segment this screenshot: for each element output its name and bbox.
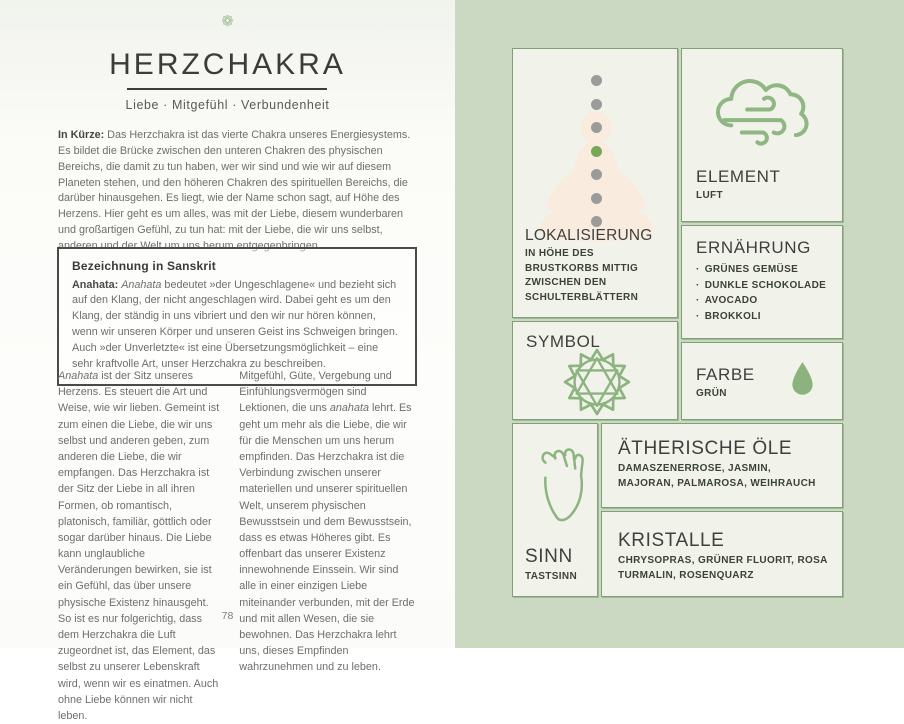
anahata-symbol-icon — [563, 348, 631, 416]
farbe-text — [696, 365, 755, 402]
page-number: 78 — [221, 610, 234, 622]
color-droplet-icon — [789, 361, 816, 397]
ernaehrung-item: · GRÜNES GEMÜSE — [696, 262, 836, 278]
lokalisierung-text — [525, 227, 670, 305]
symbol-box — [512, 321, 678, 420]
ernaehrung-list — [696, 262, 836, 324]
intro-paragraph — [58, 128, 416, 255]
kristalle-value: CHRYSOPRAS, GRÜNER FLUORIT, ROSA TURMALIN, ROSENQUARZ — [618, 555, 828, 581]
aetherische-oele-text — [618, 438, 828, 491]
farbe-box — [681, 342, 843, 420]
ernaehrung-item: · BROKKOLI — [696, 309, 836, 325]
chakra-dots — [513, 75, 679, 227]
sinn-value: TASTSINN — [525, 570, 578, 582]
aetherische-oele-value: DAMASZENERROSE, JASMIN, MAJORAN, PALMAROSA, WEIHRAUCH — [618, 463, 816, 489]
right-page — [455, 0, 904, 648]
ernaehrung-item: · AVOCADO — [696, 293, 836, 309]
intro-label: In Kürze: — [58, 129, 105, 141]
sanskrit-box-heading: Bezeichnung in Sanskrit — [72, 259, 216, 273]
element-title: ELEMENT — [696, 166, 781, 186]
ernaehrung-item: · DUNKLE SCHOKOLADE — [696, 278, 836, 294]
third-eye-chakra-dot — [591, 99, 602, 110]
body-column-left — [58, 368, 221, 724]
element-box — [681, 48, 843, 222]
sinn-text — [525, 546, 577, 585]
element-text — [696, 167, 781, 204]
aetherische-oele-box — [601, 423, 843, 508]
throat-chakra-dot — [591, 122, 602, 133]
lokalisierung-box — [512, 48, 678, 318]
kristalle-box — [601, 511, 843, 597]
kristalle-title: KRISTALLE — [618, 530, 725, 551]
symbol-title: SYMBOL — [526, 332, 601, 351]
crown-chakra-dot — [591, 75, 602, 86]
lokalisierung-title: LOKALISIERUNG — [525, 227, 653, 244]
body-columns — [58, 368, 416, 724]
intro-text: Das Herzchakra ist das vierte Chakra unseres Energiesystems. Es bildet die Brücke zwischen den unteren Chakren des physischen Bereichs, die damit zu tun haben, wer wir sind und wie wir auf diesem Planeten stehen, und den höheren Chakren des spirituellen Bereichs, die darüber hinausgehen. Es liegt, wie der Name schon sagt, auf Höhe des Herzens. Hier geht es um alles, was mit der Liebe, diesem wunderbaren und großartigen Gefühl, zu tun hat: mit der Liebe, die wir uns selbst, anderen und der Welt um uns herum entgegenbringen. — [58, 129, 411, 253]
title-underline — [127, 88, 327, 90]
ernaehrung-box — [681, 225, 843, 339]
farbe-value: GRÜN — [696, 388, 727, 399]
wind-cloud-icon — [706, 67, 822, 159]
sanskrit-text: bedeutet »der Ungeschlagene« und bezieht sich auf den Klang, der nicht angeschlagen wird. Dabei geht es um den Klang, der ständig in uns vibriert und den wir nur hören können, wenn wir unseren Körper und unseren Geist ins Schweigen bringen. Auch »der Unverletzte« ist eine Übersetzungsmöglichkeit – eine sehr kraftvolle Art, unser Herzchakra zu beschreiben. — [72, 278, 398, 370]
sanskrit-label: Anahata: — [72, 278, 119, 291]
sanskrit-box — [57, 247, 417, 386]
sinn-box — [512, 423, 598, 597]
page-title: HERZCHAKRA — [109, 48, 346, 81]
lokalisierung-detail: IN HÖHE DES BRUSTKORBS MITTIG ZWISCHEN DEN SCHULTERBLÄTTERN — [525, 248, 639, 303]
column-left-lead: Anahata — [58, 370, 99, 382]
mandala-icon: ❁ — [221, 13, 234, 30]
farbe-title: FARBE — [696, 365, 755, 384]
sacral-chakra-dot — [591, 193, 602, 204]
ernaehrung-title: ERNÄHRUNG — [696, 238, 811, 257]
column-right-after: lehrt. Es geht um mehr als die Liebe, die wir für die Menschen um uns herum empfinden. Das Herzchakra ist die Verbindung zwischen unserer materiellen und unserer spirituellen Welt, unserem physischen Bewusstsein und dem Bewusstsein, dass es etwas Höheres gibt. Es offenbart das unserer Existenz innewohnende Einssein. Wir sind alle in einer einzigen Liebe miteinander verbunden, mit der Erde und mit allen Wesen, die sie bewohnen. Das Herzchakra lehrt uns, dieses Empfinden wahrzunehmen und zu leben. — [239, 402, 415, 674]
heart-chakra-dot — [591, 146, 602, 157]
solar-plexus-chakra-dot — [591, 169, 602, 180]
ernaehrung-text — [696, 238, 836, 324]
sinn-title: SINN — [525, 545, 573, 567]
page-subtitle: Liebe · Mitgefühl · Verbundenheit — [125, 98, 330, 112]
element-value: LUFT — [696, 189, 723, 201]
column-right-before: Mitgefühl, Güte, Vergebung und Einfühlungsvermögen sind Lektionen, die uns — [239, 370, 392, 415]
body-column-right — [239, 368, 416, 724]
sanskrit-term: Anahata — [121, 278, 162, 291]
hand-touch-icon — [528, 440, 586, 540]
root-chakra-dot — [591, 216, 602, 227]
kristalle-text — [618, 530, 828, 583]
column-left-text: ist der Sitz unseres Herzens. Es steuert die Art und Weise, wie wir lieben. Gemeint ist zum einen die Liebe, die wir uns selbst und anderen geben, zum anderen die Liebe, die wir empfangen. Das Herzchakra ist der Sitz der Liebe in all ihren Formen, ob romantisch, platonisch, familiär, göttlich oder sogar darüber hinaus. Die Liebe kann unglaubliche Veränderungen bewirken, sie ist ein Gefühl, das über unsere physische Existenz hinausgeht. So ist es nur folgerichtig, dass dem Herzchakra die Luft zugeordnet ist, das Element, das selbst zu unserer Lebenskraft wird, wenn wir es einatmen. Auch ohne Liebe können wir nicht leben. — [58, 370, 220, 722]
column-right-term: anahata — [329, 402, 369, 415]
aetherische-oele-title: ÄTHERISCHE ÖLE — [618, 438, 793, 459]
